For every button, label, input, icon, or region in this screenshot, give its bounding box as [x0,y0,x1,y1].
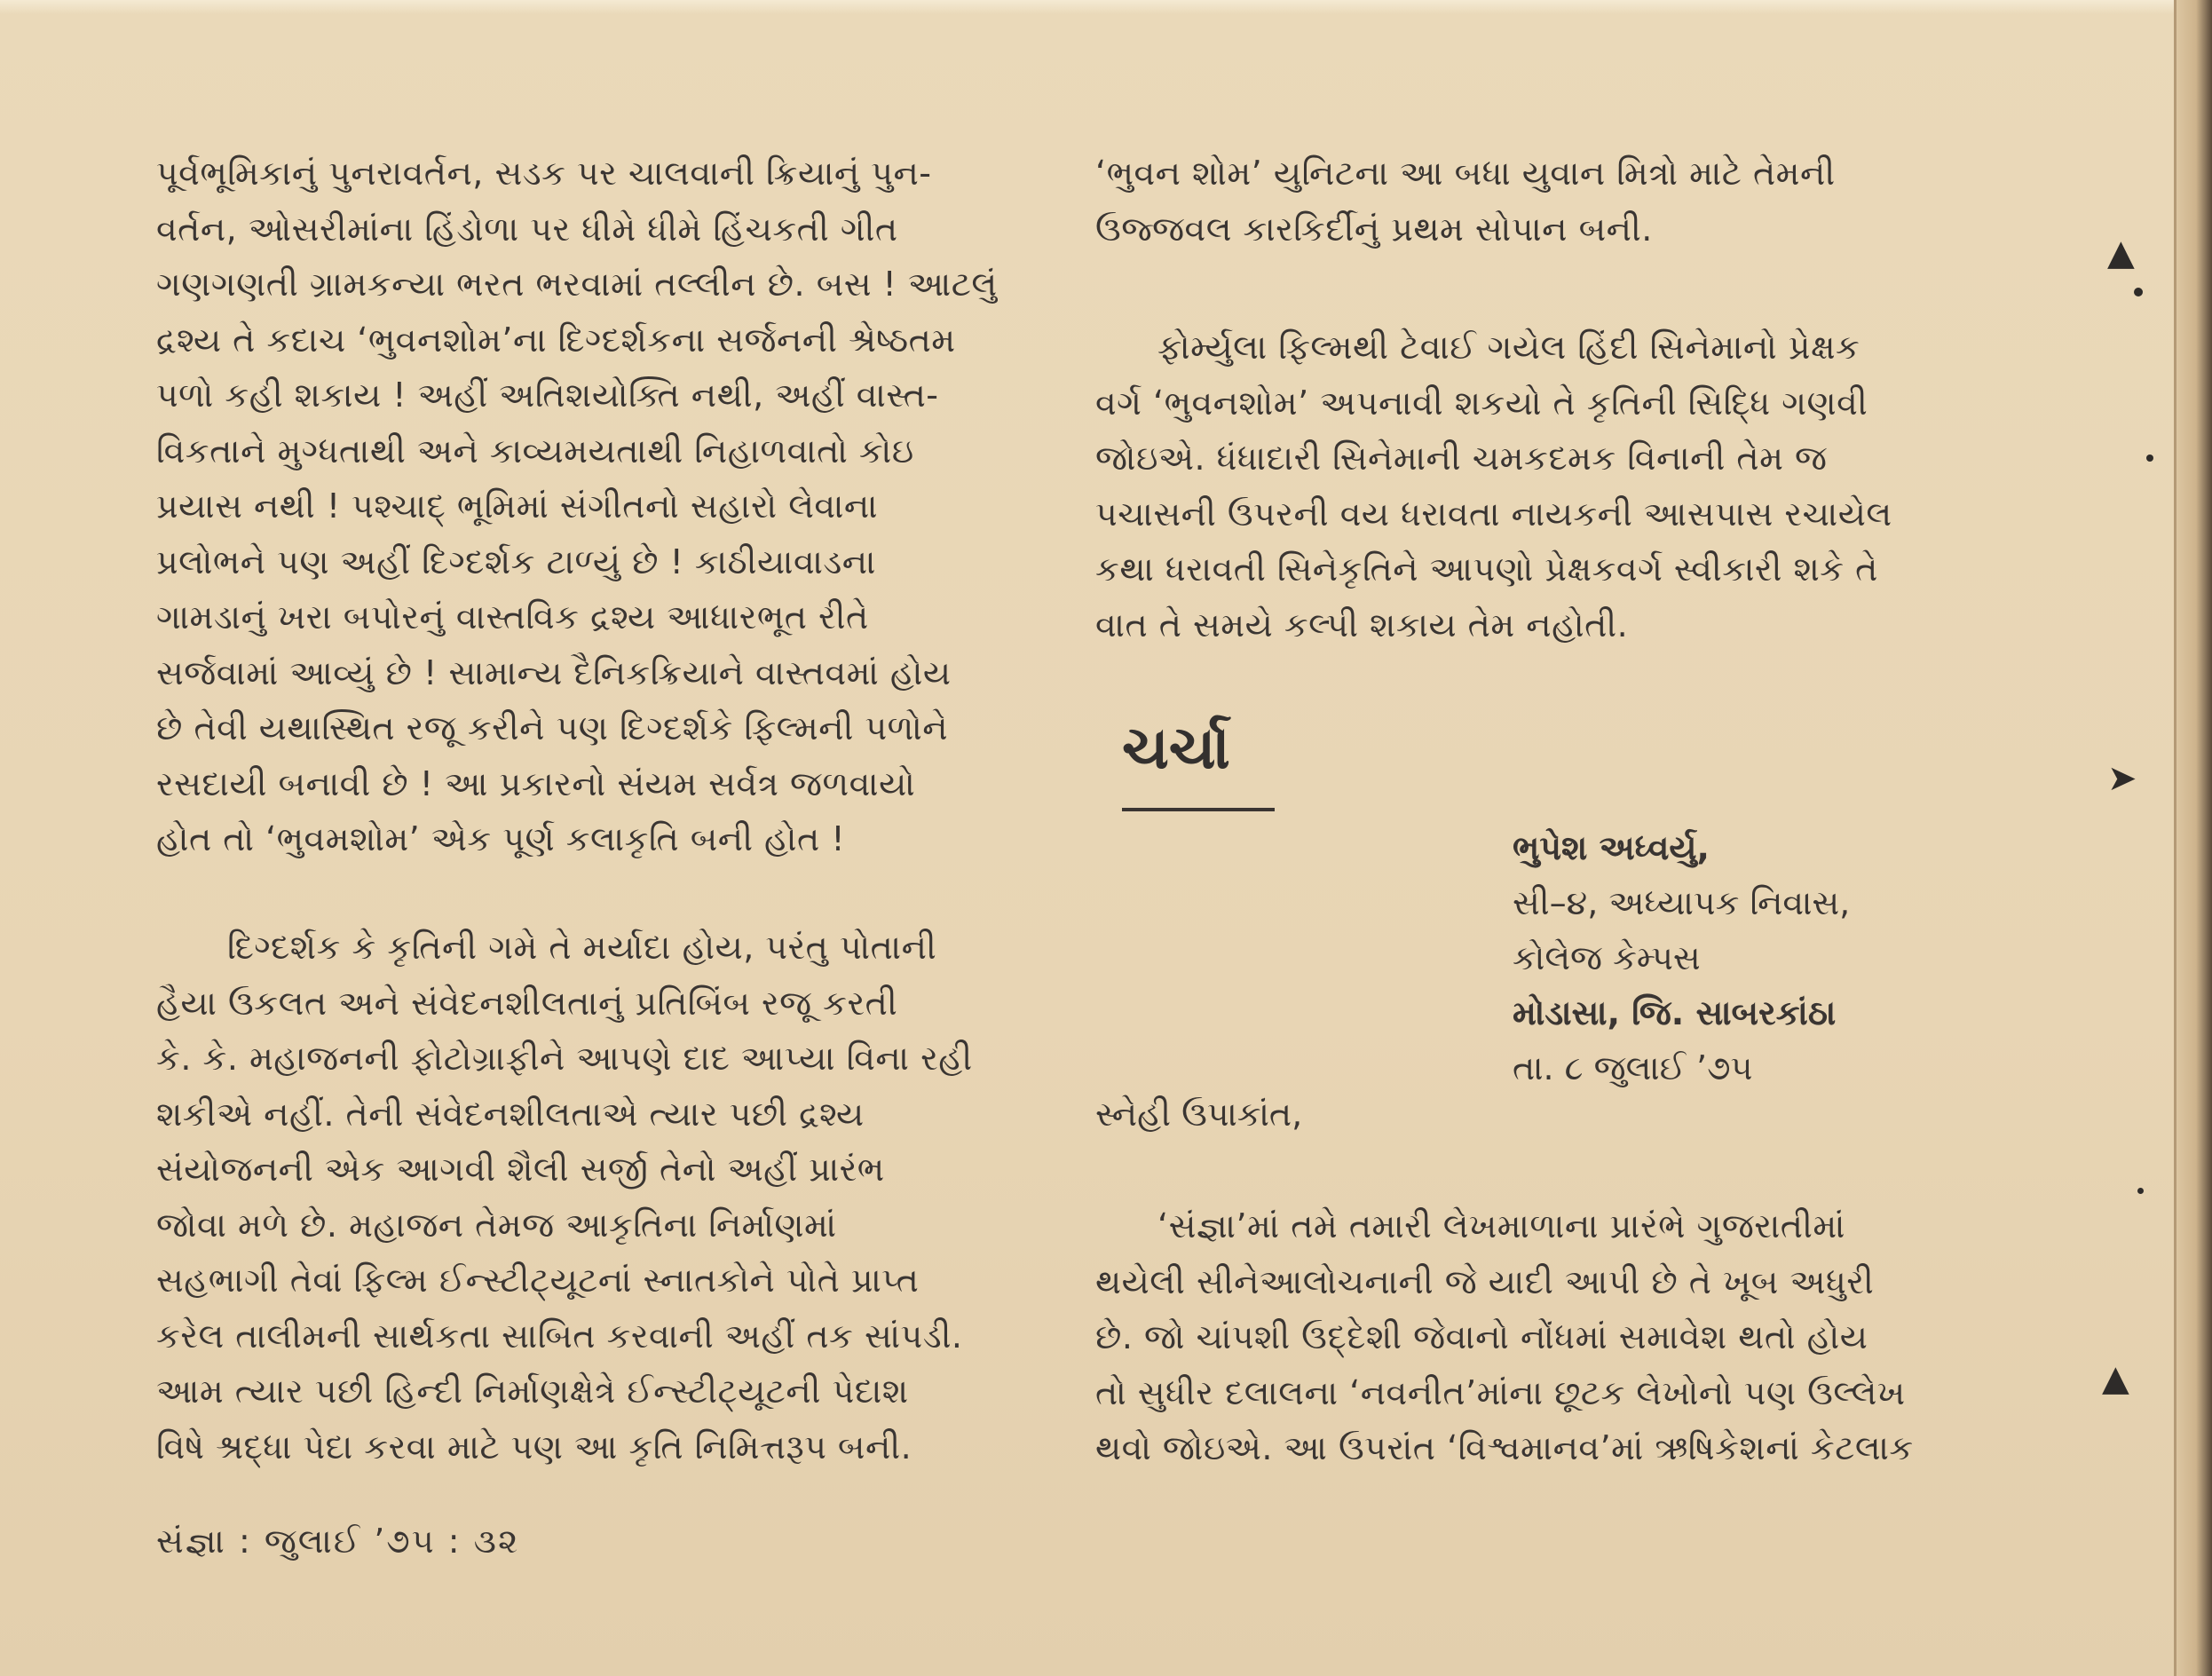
text-line: સંયોજનની એક આગવી શૈલી સર્જી તેનો અહીં પ્રારંભ [156,1150,885,1189]
text-line: વિકતાને મુગ્ધતાથી અને કાવ્યમયતાથી નિહાળવાતો કોઇ [156,431,914,470]
left-paragraph-1 [156,146,998,867]
text-line: જોઇએ. ધંધાદારી સિનેમાની ચમકદમક વિનાની તેમ જ [1095,439,1828,478]
text-line: પળો કહી શકાય ! અહીં અતિશયોક્તિ નથી, અહીં વાસ્ત- [156,376,939,415]
text-line: જોવા મળે છે. મહાજન તેમજ આકૃતિના નિર્માણમાં [156,1205,837,1245]
address-line: કોલેજ કેમ્પસ [1513,938,1701,977]
margin-arrow-icon: ➤ [2107,758,2137,799]
text-line: કરેલ તાલીમની સાર્થકતા સાબિત કરવાની અહીં તક સાંપડી. [156,1316,963,1356]
page-top-edge [0,0,2212,14]
text-line: થવો જોઇએ. આ ઉપરાંત ‘વિશ્વમાનવ’માં ઋષિકેશનાં કેટલાક [1095,1428,1914,1467]
text-line: વર્ગ ‘ભુવનશોમ’ અપનાવી શકયો તે કૃતિની સિદ્ધિ ગણવી [1095,383,1868,423]
salutation: સ્નેહી ઉપાકાંત, [1095,1095,1303,1134]
margin-arrow-icon: ▲ [2102,1358,2129,1399]
text-line: વિષે શ્રદ્ધા પેદા કરવા માટે પણ આ કૃતિ નિમિત્તરૂપ બની. [156,1427,912,1466]
margin-arrow-icon: ▲ [2107,233,2135,273]
text-line: પ્રલોભને પણ અહીં દિગ્દર્શક ટાળ્યું છે ! કાઠીયાવાડના [156,542,876,581]
text-line: સર્જવામાં આવ્યું છે ! સામાન્ય દૈનિકક્રિયાને વાસ્તવમાં હોય [156,652,952,692]
text-line: સહભાગી તેવાં ફિલ્મ ઈન્સ્ટીટ્યૂટનાં સ્નાતકોને પોતે પ્રાપ્ત [156,1261,920,1300]
text-line: થયેલી સીનેઆલોચનાની જે યાદી આપી છે તે ખૂબ અધુરી [1095,1261,1875,1301]
text-line: હૈયા ઉકલત અને સંવેદનશીલતાનું પ્રતિબિંબ રજૂ કરતી [156,983,898,1023]
sender-address [1513,820,1939,1095]
margin-dot-icon [2134,288,2143,296]
text-line: વર્તન, ઓસરીમાંના હિંડોળા પર ધીમે ધીમે હિંચકતી ગીત [156,209,898,249]
text-line: હોત તો ‘ભુવમશોમ’ એક પૂર્ણ કલાકૃતિ બની હોત ! [156,819,846,858]
left-paragraph-2 [156,920,973,1474]
right-paragraph-3 [1095,1198,1914,1476]
right-paragraph-1 [1095,146,1836,257]
text-line: ફોર્મ્યુલા ફિલ્મથી ટેવાઈ ગયેલ હિંદી સિનેમાનો પ્રેક્ષક [1157,328,1860,367]
text-line: પ્રયાસ નથી ! પશ્ચાદ્ ભૂમિમાં સંગીતનો સહારો લેવાના [156,486,879,526]
text-line: ગણગણતી ગ્રામકન્યા ભરત ભરવામાં તલ્લીન છે. બસ ! આટલું [156,265,998,304]
heading-underline [1122,808,1275,811]
sender-name: ભુપેશ અધ્વર્યુ, [1513,828,1710,867]
text-line: કથા ધરાવતી સિનેકૃતિને આપણો પ્રેક્ષકવર્ગ સ્વીકારી શકે તે [1095,549,1878,589]
address-city: મોડાસા, જિ. સાબરકાંઠા [1513,993,1837,1032]
right-paragraph-2 [1095,320,1892,652]
text-line: ઉજ્જવલ કારકિર્દીનું પ્રથમ સોપાન બની. [1095,209,1653,249]
text-line: દિગ્દર્શક કે કૃતિની ગમે તે મર્યાદા હોય, પરંતુ પોતાની [227,928,937,967]
text-line: શકીએ નહીં. તેની સંવેદનશીલતાએ ત્યાર પછી દ્રશ્ય [156,1094,865,1134]
text-line: વાત તે સમયે કલ્પી શકાય તેમ નહોતી. [1095,605,1629,644]
text-line: છે તેવી યથાસ્થિત રજૂ કરીને પણ દિગ્દર્શકે ફિલ્મની પળોને [156,708,949,747]
margin-dot-icon [2146,455,2153,462]
text-line: ‘ભુવન શોમ’ યુનિટના આ બધા યુવાન મિત્રો માટે તેમની [1095,154,1836,193]
text-line: કે. કે. મહાજનની ફોટોગ્રાફીને આપણે દાદ આપ્યા વિના રહી [156,1039,973,1078]
page-binding-edge [2176,0,2212,1676]
text-line: રસદાયી બનાવી છે ! આ પ્રકારનો સંયમ સર્વત્ર જળવાયો [156,763,916,803]
margin-dot-icon [2137,1188,2144,1194]
letter-date: તા. ૮ જુલાઈ ’૭૫ [1513,1048,1753,1087]
text-line: ‘સંજ્ઞા’માં તમે તમારી લેખમાળાના પ્રારંભે ગુજરાતીમાં [1157,1206,1845,1245]
page-footer: સંજ્ઞા : જુલાઈ ’૭૫ : ૩૨ [156,1522,520,1561]
text-line: પૂર્વભૂમિકાનું પુનરાવર્તન, સડક પર ચાલવાની ક્રિયાનું પુન- [156,154,932,193]
text-line: દ્રશ્ય તે કદાચ ‘ભુવનશોમ’ના દિગ્દર્શકના સર્જનની શ્રેષ્ઠતમ [156,320,956,360]
address-line: સી–૪, અધ્યાપક નિવાસ, [1513,883,1851,922]
section-heading: ચર્ચા [1122,714,1230,782]
text-line: તો સુધીર દલાલના ‘નવનીત’માંના છૂટક લેખોનો પણ ઉલ્લેખ [1095,1372,1906,1412]
text-line: પચાસની ઉપરની વય ધરાવતા નાયકની આસપાસ રચાયેલ [1095,494,1892,534]
text-line: ગામડાનું ખરા બપોરનું વાસ્તવિક દ્રશ્ય આધારભૂત રીતે [156,597,869,636]
text-line: આમ ત્યાર પછી હિન્દી નિર્માણક્ષેત્રે ઈન્સ્ટીટ્યૂટની પેદાશ [156,1372,909,1411]
text-line: છે. જો ચાંપશી ઉદ્દેશી જેવાનો નોંધમાં સમાવેશ થતો હોય [1095,1317,1868,1356]
